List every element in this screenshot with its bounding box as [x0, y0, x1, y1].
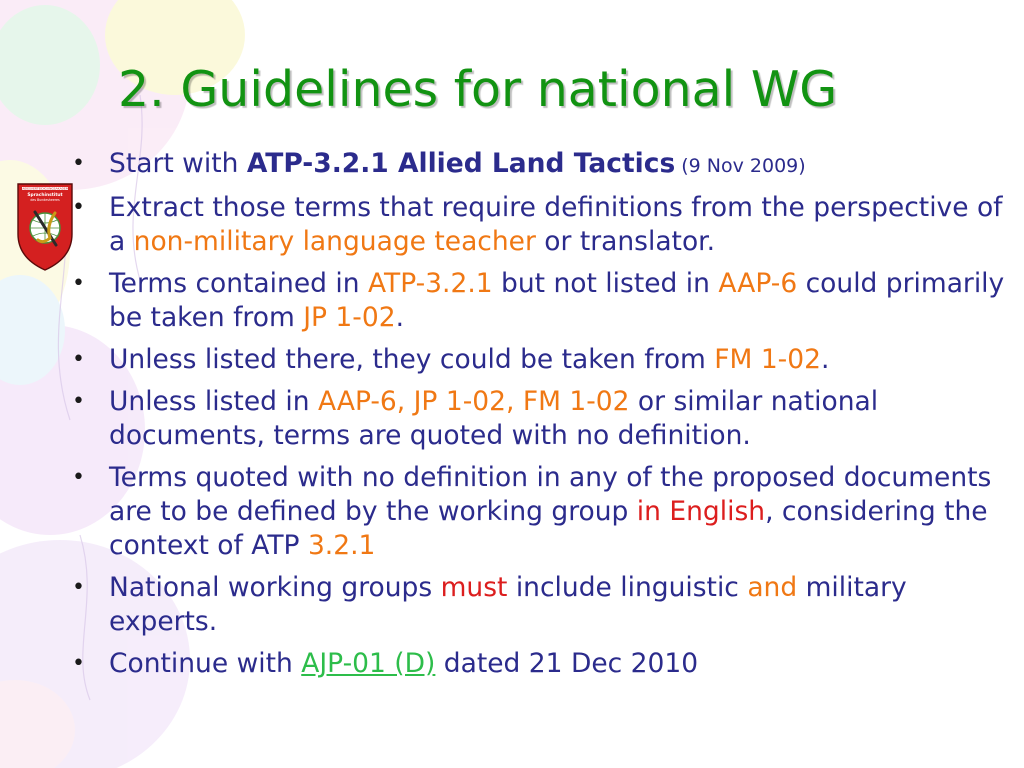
document-date: (9 Nov 2009) [675, 155, 806, 177]
bullet-item: • Unless listed there, they could be taken from FM 1-02. [72, 344, 830, 375]
bullet-item: • National working groups must include linguistic and military experts. [72, 572, 907, 637]
highlight-text: AAP-6 [718, 268, 798, 299]
ajp-01-link[interactable]: AJP-01 (D) [301, 648, 436, 679]
highlight-text: non-military language teacher [133, 226, 536, 257]
emphasis-text: in English [636, 496, 766, 527]
highlight-text: AAP-6, JP 1-02, FM 1-02 [317, 386, 630, 417]
emblem-line-3: des Bundesheeres [30, 198, 60, 202]
highlight-text: ATP-3.2.1 [367, 268, 493, 299]
highlight-text: and [747, 572, 798, 603]
highlight-text: 3.2.1 [307, 530, 376, 561]
bullet-dot-icon: • [72, 195, 85, 220]
document-name: ATP-3.2.1 Allied Land Tactics [246, 148, 676, 179]
institute-emblem-icon [16, 182, 74, 272]
highlight-text: JP 1-02 [303, 302, 396, 333]
bullet-dot-icon: • [72, 151, 85, 176]
emphasis-text: must [440, 572, 508, 603]
bullet-item: • Terms quoted with no definition in any of the proposed documents are to be defined by the working group in English, considering the context of ATP 3.2.1 [72, 462, 992, 561]
bullet-item: • Extract those terms that require definitions from the perspective of a non-military language teacher or translator. [72, 192, 1003, 257]
bullet-dot-icon: • [72, 271, 85, 296]
bullet-item: • Terms contained in ATP-3.2.1 but not listed in AAP-6 could primarily be taken from JP 1-02. [72, 268, 1005, 333]
bullet-dot-icon: • [72, 651, 85, 676]
bullet-dot-icon: • [72, 389, 85, 414]
emblem-line-1: LANDESVERTEIDIGUNGSAKADEMIE [18, 186, 72, 191]
emblem-line-2: Sprachinstitut [27, 193, 63, 198]
bullet-item: • Unless listed in AAP-6, JP 1-02, FM 1-02 or similar national documents, terms are quoted with no definition. [72, 386, 879, 451]
bullet-item: • Start with ATP-3.2.1 Allied Land Tactics (9 Nov 2009) [72, 148, 806, 179]
bullet-dot-icon: • [72, 347, 85, 372]
bullet-dot-icon: • [72, 465, 85, 490]
highlight-text: FM 1-02 [714, 344, 821, 375]
bullet-list [70, 147, 1020, 689]
bullet-dot-icon: • [72, 575, 85, 600]
bullet-item: • Continue with AJP-01 (D) dated 21 Dec 2010 [72, 648, 699, 679]
slide-title: 2. Guidelines for national WG [118, 61, 838, 118]
